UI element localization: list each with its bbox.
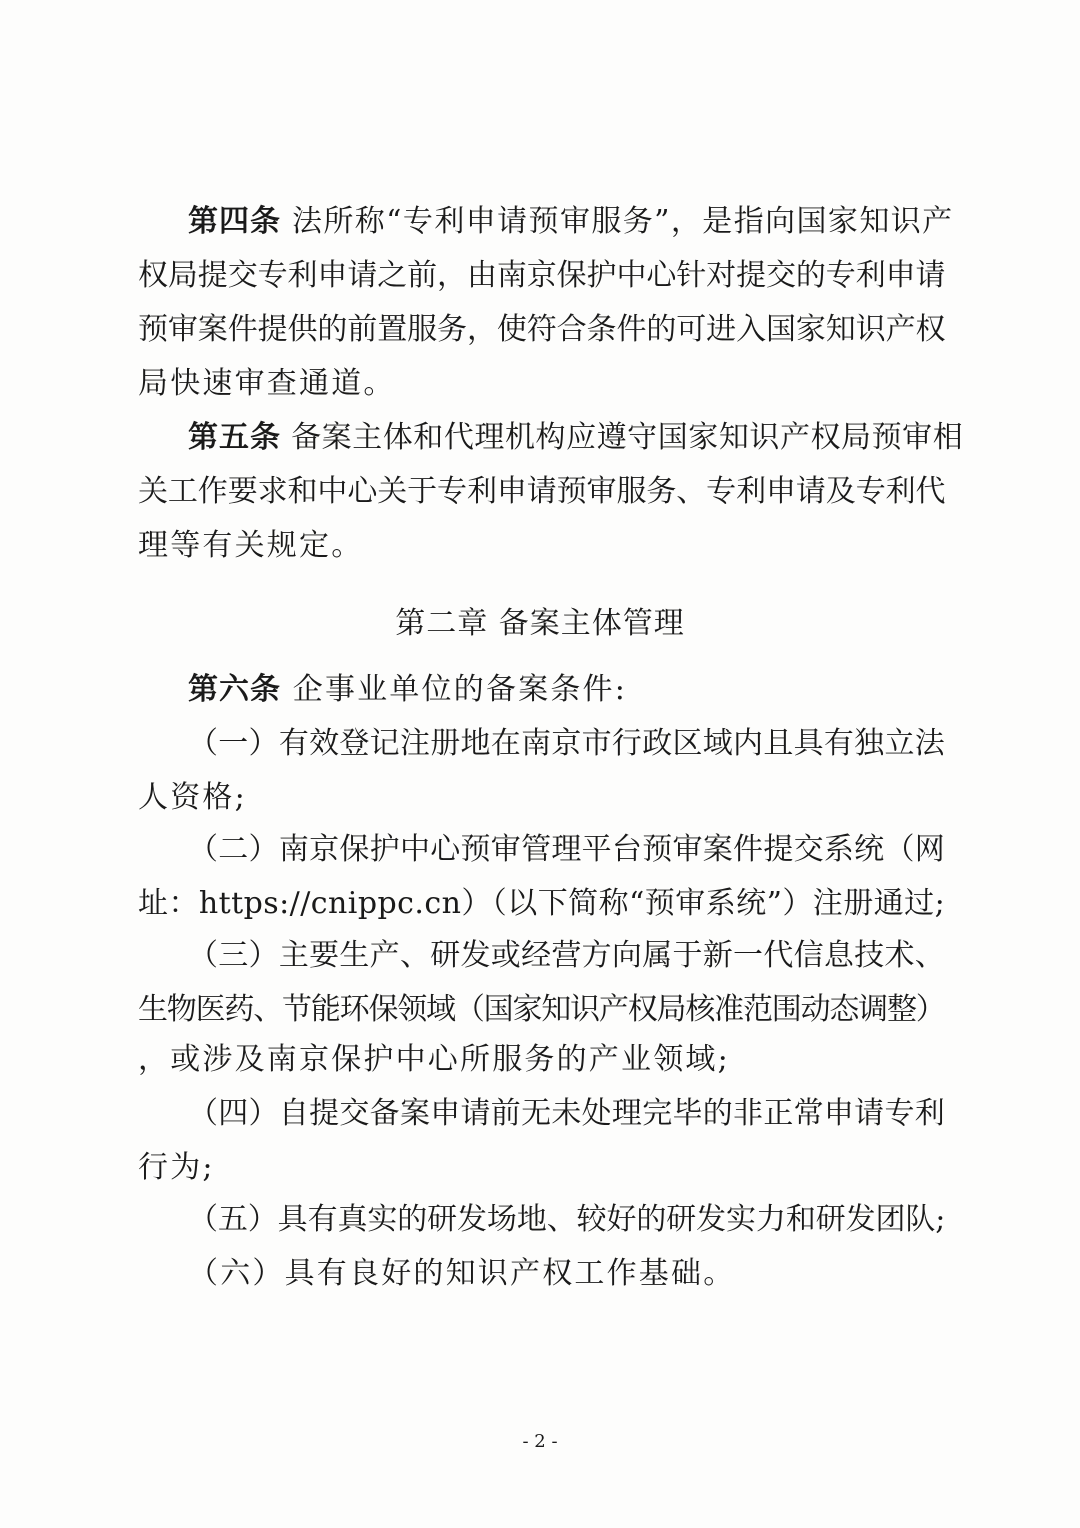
- article6-item-3-cont-2: ，或涉及南京保护中心所服务的产业领域;: [138, 1042, 730, 1077]
- article6-item-6: （六）具有良好的知识产权工作基础。: [188, 1256, 736, 1291]
- article6-item-4: （四）自提交备案申请前无未处理完毕的非正常申请专利: [188, 1096, 945, 1131]
- article6-item-2-cont: 址：https://cnippc.cn）（以下简称“预审系统”）注册通过;: [138, 886, 946, 921]
- article6-intro: 企事业单位的备案条件:: [292, 672, 628, 707]
- article5-text-1: 备案主体和代理机构应遵守国家知识产权局预审相: [291, 420, 964, 455]
- article4-line-3: 预审案件提供的前置服务，使符合条件的可进入国家知识产权: [138, 312, 946, 347]
- article5-line-3: 理等有关规定。: [138, 528, 364, 563]
- article6-item-3: （三）主要生产、研发或经营方向属于新一代信息技术、: [188, 938, 945, 973]
- article4-text-1: 法所称“专利申请预审服务”，是指向国家知识产: [291, 204, 954, 239]
- article6-item-1-cont: 人资格;: [138, 780, 247, 815]
- chapter-heading: 第二章 备案主体管理: [395, 606, 685, 641]
- article6-item-5: （五）具有真实的研发场地、较好的研发实力和研发团队;: [188, 1202, 946, 1237]
- article5-line-1: [188, 418, 963, 458]
- page-number: - 2 -: [522, 1431, 558, 1452]
- article5-line-2: 关工作要求和中心关于专利申请预审服务、专利申请及专利代: [138, 474, 946, 509]
- article6-label: 第六条: [188, 672, 281, 707]
- article6-line-1: [188, 670, 627, 710]
- article4-line-4: 局快速审查通道。: [138, 366, 396, 401]
- article6-item-4-cont: 行为;: [138, 1150, 215, 1185]
- article5-label: 第五条: [188, 420, 281, 455]
- article6-item-3-cont-1: 生物医药、节能环保领域（国家知识产权局核准范围动态调整）: [138, 992, 945, 1027]
- article4-line-2: 权局提交专利申请之前，由南京保护中心针对提交的专利申请: [138, 258, 946, 293]
- article4-label: 第四条: [188, 204, 281, 239]
- article6-item-2: （二）南京保护中心预审管理平台预审案件提交系统（网: [188, 832, 945, 867]
- article6-item-1: （一）有效登记注册地在南京市行政区域内且具有独立法: [188, 726, 945, 761]
- article4-line-1: [188, 202, 954, 242]
